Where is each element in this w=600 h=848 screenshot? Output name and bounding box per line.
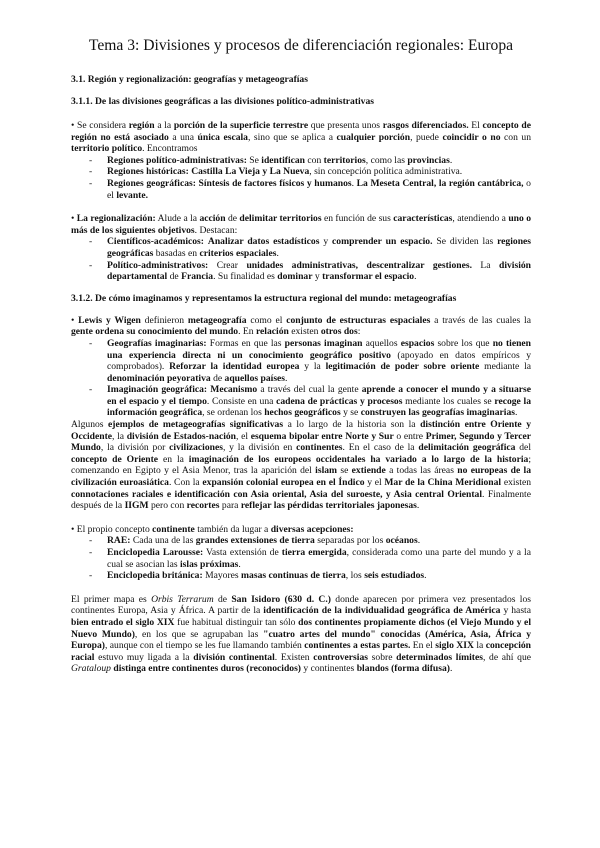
list-item: - Imaginación geográfica: Mecanismo a través del cual la gente aprende a conocer el mundo y a situarse en el espacio y el tiempo. Consiste en una cadena de prácticas y procesos mediante los cuales se recoge la información geográfica, se ordenan los hechos geográficos y se construyen las geografías imaginarias. — [71, 384, 531, 419]
list-item: - Geografías imaginarias: Formas en que las personas imaginan aquellos espacios sobre los que no tienen una experiencia directa ni un conocimiento geográfico positivo (apoyado en datos empíricos y comprobados). Reforzar la identidad europea y la legitimación de poder sobre oriente mediante la denominación peyorativa de aquellos países. — [71, 338, 531, 384]
section-heading-3-1-1: 3.1.1. De las divisiones geográficas a las divisiones político-administrativas — [71, 96, 375, 107]
list-item: - Enciclopedia británica: Mayores masas continuas de tierra, los seis estudiados. — [71, 570, 531, 582]
list-item: - Regiones geográficas: Síntesis de factores físicos y humanos. La Meseta Central, la región cantábrica, o el levante. — [71, 178, 531, 201]
section-heading-3-1: 3.1. Región y regionalización: geografías y metageografías — [71, 74, 308, 85]
section-heading-3-1-2: 3.1.2. De cómo imaginamos y representamos la estructura regional del mundo: metageografías — [71, 292, 457, 304]
list-item: - Regiones político-administrativas: Se identifican con territorios, como las provincias. — [71, 155, 531, 167]
metageography-list — [71, 338, 531, 419]
document-page — [71, 36, 531, 675]
page-title: Tema 3: Divisiones y procesos de diferenciación regionales: Europa — [88, 37, 514, 54]
definitions-list — [71, 535, 531, 581]
region-types-list — [71, 155, 531, 201]
list-item: - Político-administrativos: Crear unidades administrativas, descentralizar gestiones. La división departamental de Francia. Su finalidad es dominar y transformar el espacio. — [71, 260, 531, 283]
objectives-list — [71, 236, 531, 282]
list-item: - Científicos-académicos: Analizar datos estadísticos y comprender un espacio. Se dividen las regiones geográficas basadas en criterios espaciales. — [71, 236, 531, 259]
paragraph-examples: Algunos ejemplos de metageografías significativas a lo largo de la historia son la distinción entre Oriente y Occidente, la división de Estados-nación, el esquema bipolar entre Norte y Sur o entre Primer, Segundo y Tercer Mundo, la división por civilizaciones, y la división en continentes. En el caso de la delimitación geográfica del concepto de Oriente en la imaginación de los europeos occidentales ha variado a lo largo de la historia; comenzando en Egipto y el Asia Menor, tras la aparición del islam se extiende a todas las áreas no europeas de la civilización euroasiática. Con la expansión colonial europea en el Índico y el Mar de la China Meridional existen connotaciones raciales e identificación con Asia oriental, Asia del suroeste, y Asia central Oriental. Finalmente después de la IIGM pero con recortes para reflejar las pérdidas territoriales japonesas. — [71, 419, 531, 512]
paragraph-region: • Se considera región a la porción de la superficie terrestre que presenta unos rasgos diferenciados. El concepto de región no está asociado a una única escala, sino que se aplica a cualquier porción, puede coincidir o no con un territorio político. Encontramos — [71, 120, 531, 155]
paragraph-regionalization: • La regionalización: Alude a la acción de delimitar territorios en función de sus características, atendiendo a uno o más de los siguientes objetivos. Destacan: — [71, 213, 532, 236]
list-item: - Enciclopedia Larousse: Vasta extensión de tierra emergida, considerada como una parte del mundo y a la cual se asocian las islas próximas. — [71, 547, 531, 570]
paragraph-metageography: • Lewis y Wigen definieron metageografía como el conjunto de estructuras espaciales a través de las cuales la gente ordena su conocimiento del mundo. En relación existen otros dos: — [71, 314, 531, 338]
list-item: - RAE: Cada una de las grandes extensiones de tierra separadas por los océanos. — [71, 535, 531, 547]
paragraph-first-map: El primer mapa es Orbis Terrarum de San Isidoro (630 d. C.) donde aparecen por primera vez presentados los continentes Europa, Asia y África. A partir de la identificación de la individualidad geográfica de América y hasta bien entrado el siglo XIX fue habitual distinguir tan sólo dos continentes propiamente dichos (el Viejo Mundo y el Nuevo Mundo), en los que se agrupaban las "cuatro artes del mundo" conocidas (América, Asia, África y Europa), aunque con el tiempo se les fue llamando también continentes a estas partes. En el siglo XIX la concepción racial estuvo muy ligada a la división continental. Existen controversias sobre determinados límites, de ahí que Grataloup distinga entre continentes duros (reconocidos) y continentes blandos (forma difusa). — [71, 593, 531, 675]
list-item: - Regiones históricas: Castilla La Vieja y La Nueva, sin concepción política administrativa. — [71, 166, 531, 178]
paragraph-continent: • El propio concepto continente también da lugar a diversas acepciones: — [71, 523, 354, 535]
